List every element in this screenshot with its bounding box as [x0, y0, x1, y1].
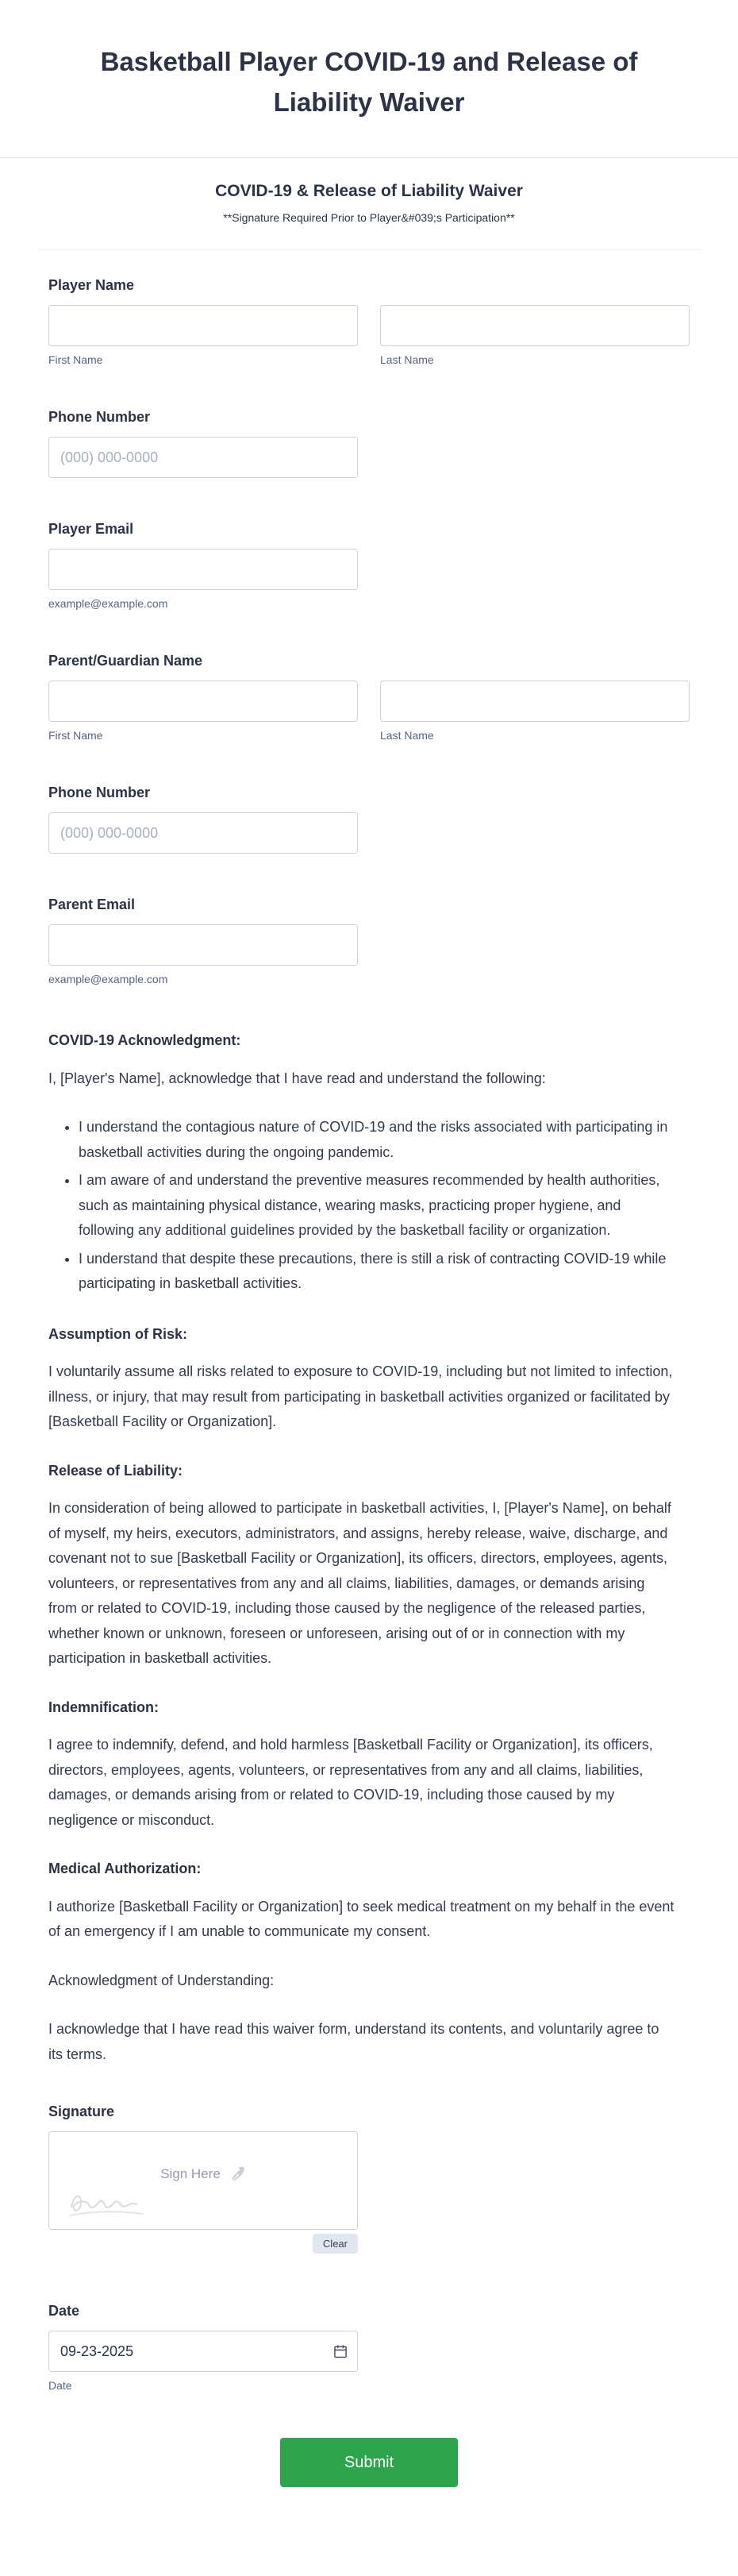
player-name-field — [48, 277, 690, 366]
player-email-label: Player Email — [48, 521, 134, 538]
form-body — [48, 158, 690, 2392]
indemnification-heading: Indemnification: — [48, 1699, 159, 1715]
calendar-icon — [332, 2343, 348, 2359]
page-title: Basketball Player COVID-19 and Release of Liability Waiver — [100, 47, 638, 118]
player-last-name-sublabel: Last Name — [380, 353, 434, 367]
parent-email-field — [48, 897, 690, 985]
waiver-text — [48, 1028, 675, 2067]
parent-name-field — [48, 653, 690, 742]
sign-here-text: Sign Here — [160, 2166, 221, 2182]
player-email-sublabel: example@example.com — [48, 597, 168, 611]
parent-phone-label: Phone Number — [48, 785, 151, 801]
player-name-label: Player Name — [48, 277, 135, 294]
list-item: • I understand that despite these precautions, there is still a risk of contracting COVID-19 while participating in basketball activities. — [79, 1247, 675, 1297]
signature-pad[interactable] — [48, 2131, 358, 2230]
parent-email-label: Parent Email — [48, 897, 136, 913]
covid-acknowledgment-heading: COVID-19 Acknowledgment: — [48, 1032, 241, 1049]
player-last-name-input[interactable] — [380, 305, 690, 346]
submit-row — [0, 2392, 738, 2576]
date-input[interactable] — [48, 2331, 358, 2372]
player-email-field — [48, 521, 690, 610]
acknowledgment-of-understanding-body: I acknowledge that I have read this waiver form, understand its contents, and voluntarily agree to its terms. — [48, 2021, 659, 2062]
date-field — [48, 2303, 690, 2392]
signature-field — [48, 2104, 690, 2254]
parent-first-name-sublabel: First Name — [48, 729, 103, 742]
player-email-input[interactable] — [48, 549, 358, 590]
player-phone-input[interactable] — [48, 437, 358, 478]
parent-email-input[interactable] — [48, 924, 358, 966]
release-of-liability-body: In consideration of being allowed to participate in basketball activities, I, [Player's Name], on behalf of myself, my heirs, executors, administrators, and assigns, hereby release, waive, discharge, and covenant not to sue [Basketball Facility or Organization], its officers, directors, employees, agents, volunteers, or representatives from any and all claims, liabilities, damages, or demands arising from or related to COVID-19, including those caused by the negligence of the released parties, whether known or unknown, foreseen or unforeseen, arising out of or in connection with my participation in basketball activities. — [48, 1500, 671, 1667]
parent-phone-input[interactable] — [48, 812, 358, 854]
signature-clear-button[interactable]: Clear — [313, 2234, 358, 2254]
player-first-name-sublabel: First Name — [48, 353, 103, 367]
assumption-of-risk-body: I voluntarily assume all risks related to exposure to COVID-19, including but not limited to infection, illness, or injury, that may result from participating in basketball activities organized or facilitated by [Basketball Facility or Organization]. — [48, 1363, 673, 1430]
signature-actions — [48, 2234, 358, 2254]
parent-last-name-sublabel: Last Name — [380, 729, 434, 742]
covid-acknowledgment-intro: I, [Player's Name], acknowledge that I have read and understand the following: — [48, 1070, 546, 1086]
date-sublabel: Date — [48, 2379, 72, 2393]
pen-icon — [229, 2165, 246, 2183]
calendar-button[interactable] — [324, 2331, 357, 2371]
parent-name-label: Parent/Guardian Name — [48, 653, 203, 669]
parent-last-name-input[interactable] — [380, 681, 690, 722]
release-of-liability-heading: Release of Liability: — [48, 1462, 183, 1479]
signature-squiggle — [67, 2183, 194, 2221]
list-item: • I understand the contagious nature of COVID-19 and the risks associated with participating in basketball activities during the ongoing pandemic. — [79, 1115, 675, 1165]
parent-email-sublabel: example@example.com — [48, 973, 168, 986]
assumption-of-risk-heading: Assumption of Risk: — [48, 1325, 188, 1342]
parent-phone-field — [48, 785, 690, 854]
indemnification-body: I agree to indemnify, defend, and hold harmless [Basketball Facility or Organization], its officers, directors, employees, agents, volunteers, or representatives from any and all claims, liabilities, damages, or demands arising from or related to COVID-19, including those caused by my negligence or misconduct. — [48, 1737, 653, 1828]
form-header — [0, 0, 738, 158]
list-item: • I am aware of and understand the preventive measures recommended by health authorities, such as maintaining physical distance, wearing masks, practicing proper hygiene, and following any additional guidelines provided by the basketball facility or organization. — [79, 1168, 675, 1244]
medical-authorization-body: I authorize [Basketball Facility or Organization] to seek medical treatment on my behalf in the event of an emergency if I am unable to communicate my consent. — [48, 1898, 675, 1940]
parent-first-name-input[interactable] — [48, 681, 358, 722]
submit-button[interactable]: Submit — [280, 2438, 458, 2487]
acknowledgment-list — [48, 1115, 675, 1297]
signature-hint — [49, 2165, 357, 2183]
intro-heading: COVID-19 & Release of Liability Waiver — [215, 182, 523, 201]
player-first-name-input[interactable] — [48, 305, 358, 346]
medical-authorization-heading: Medical Authorization: — [48, 1861, 202, 1877]
acknowledgment-of-understanding-heading: Acknowledgment of Understanding: — [48, 1972, 275, 1988]
player-phone-label: Phone Number — [48, 409, 151, 426]
signature-label: Signature — [48, 2104, 115, 2120]
intro-section — [37, 182, 701, 250]
player-phone-field — [48, 409, 690, 478]
intro-subheading: **Signature Required Prior to Player&#039;s Participation** — [223, 211, 515, 225]
date-label: Date — [48, 2303, 80, 2320]
